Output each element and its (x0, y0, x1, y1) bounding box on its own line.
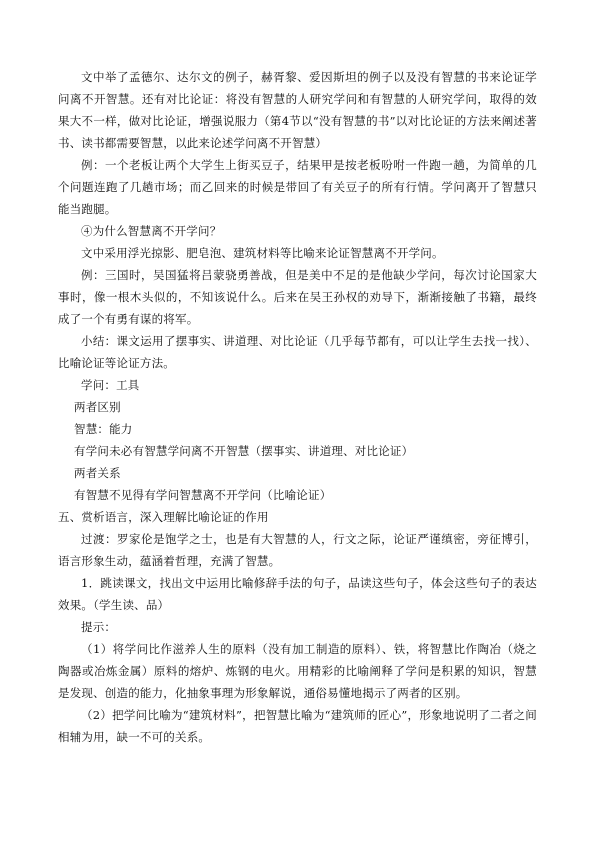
section-heading-5: 五、赏析语言，深入理解比喻论证的作用 (58, 510, 269, 524)
paragraph-example-beans: 例：一个老板让两个大学生上街买豆子，结果甲是按老板吩咐一件跑一趟，为简单的几个问题连跑了几趟市场；而乙回来的时候是带回了有关豆子的所有行情。学问离开了智慧只能当跑腿。 (58, 158, 537, 216)
paragraph-transition: 过渡：罗家伦是饱学之士，也是有大智慧的人，行文之际，论证严谨缜密，旁征博引，语言形象生动，蕴涵着哲理，充满了智慧。 (58, 532, 537, 568)
paragraph-hint-label: 提示： (81, 620, 117, 634)
paragraph-question-4: ④为什么智慧离不开学问？ (81, 224, 222, 238)
paragraph-hint-2: （2）把学问比喻为“建筑材料”，把智慧比喻为“建筑师的匠心”，形象地说明了二者之间相辅为用，缺一不可的关系。 (58, 708, 537, 744)
paragraph-argument-evidence: 文中举了孟德尔、达尔文的例子，赫胥黎、爱因斯坦的例子以及没有智慧的书来论证学问离不开智慧。还有对比论证：将没有智慧的人研究学问和有智慧的人研究学问，取得的效果大不一样，做对比论证，增强说服力（第4节以“没有智慧的书”以对比论证的方法来阐述著书、读书都需要智慧，以此来论述学问离不开智慧） (58, 70, 537, 150)
paragraph-hint-1: （1）将学问比作滋养人生的原料（没有加工制造的原料）、铁，将智慧比作陶冶（烧之陶器或冶炼金属）原料的熔炉、炼钢的电火。用精彩的比喻阐释了学问是积累的知识，智慧是发现、创造的能力，化抽象事理为形象解说，通俗易懂地揭示了两者的区别。 (58, 642, 537, 700)
paragraph-example-lvmeng: 例：三国时，吴国猛将吕蒙骁勇善战，但是美中不足的是他缺少学问，每次讨论国家大事时，像一根木头似的，不知该说什么。后来在吴王孙权的劝导下，渐渐接触了书籍，最终成了一个有勇有谋的将军。 (58, 268, 537, 326)
paragraph-task-1: 1．跳读课文，找出文中运用比喻修辞手法的句子，品读这些句子，体会这些句子的表达效果。（学生读、品） (58, 576, 537, 612)
paragraph-metaphor-methods: 文中采用浮光掠影、肥皂泡、建筑材料等比喻来论证智慧离不开学问。 (81, 246, 444, 260)
outline-relationship: 两者关系 (74, 466, 121, 480)
outline-relation-1: 有学问未必有智慧学问离不开智慧（摆事实、讲道理、对比论证） (74, 444, 414, 458)
outline-relation-2: 有智慧不见得有学问智慧离不开学问（比喻论证） (74, 488, 332, 502)
outline-wisdom-ability: 智慧：能力 (74, 422, 133, 436)
paragraph-summary: 小结：课文运用了摆事实、讲道理、对比论证（几乎每节都有，可以让学生去找一找）、比喻论证等论证方法。 (58, 334, 537, 370)
outline-difference: 两者区别 (74, 400, 121, 414)
outline-learning-tool: 学问：工具 (81, 378, 140, 392)
